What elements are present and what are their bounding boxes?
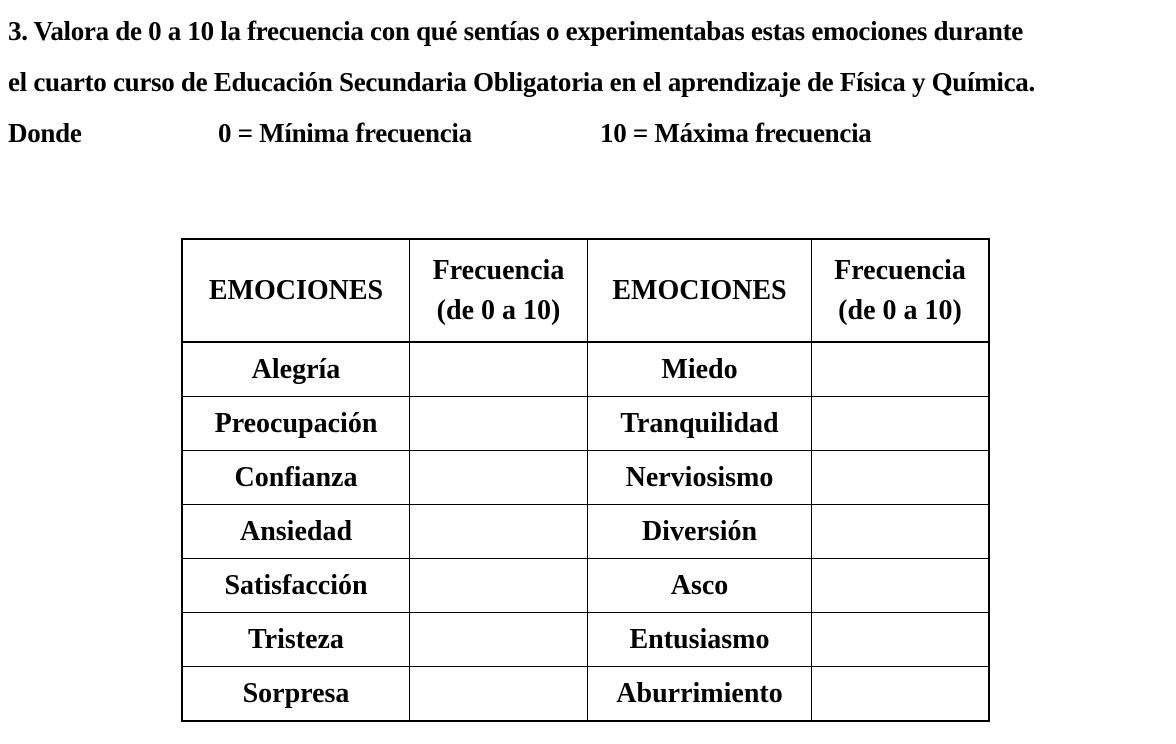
table-row	[182, 559, 989, 613]
frequency-cell[interactable]	[812, 559, 990, 613]
frequency-cell[interactable]	[812, 397, 990, 451]
table-header-row	[182, 239, 989, 342]
header-frequency-right	[812, 239, 990, 342]
frequency-cell[interactable]	[812, 342, 990, 397]
header-emotions-right: EMOCIONES	[588, 239, 812, 342]
emotion-label: Tranquilidad	[588, 397, 812, 451]
emotion-label: Ansiedad	[182, 505, 410, 559]
emotion-label: Confianza	[182, 451, 410, 505]
header-frequency-range: (de 0 a 10)	[436, 294, 561, 326]
max-frequency-label: 10 = Máxima frecuencia	[600, 118, 872, 148]
emotion-label: Nerviosismo	[588, 451, 812, 505]
emotion-label: Aburrimiento	[588, 667, 812, 722]
emotion-label: Alegría	[182, 342, 410, 397]
table-row	[182, 397, 989, 451]
emotion-label: Tristeza	[182, 613, 410, 667]
header-frequency-range: (de 0 a 10)	[838, 294, 962, 326]
frequency-cell[interactable]	[410, 342, 588, 397]
table-row	[182, 505, 989, 559]
min-frequency-label: 0 = Mínima frecuencia	[218, 118, 472, 148]
frequency-cell[interactable]	[812, 667, 990, 722]
frequency-cell[interactable]	[410, 559, 588, 613]
emotions-table	[181, 238, 990, 722]
scale-legend	[8, 108, 1174, 159]
emotion-label: Preocupación	[182, 397, 410, 451]
frequency-cell[interactable]	[410, 667, 588, 722]
emotion-label: Diversión	[588, 505, 812, 559]
table-row	[182, 667, 989, 722]
emotion-label: Satisfacción	[182, 559, 410, 613]
donde-label: Donde	[8, 118, 82, 148]
emotion-label: Entusiasmo	[588, 613, 812, 667]
header-frequency-left	[410, 239, 588, 342]
emotion-label: Miedo	[588, 342, 812, 397]
frequency-cell[interactable]	[410, 451, 588, 505]
table-row	[182, 451, 989, 505]
frequency-cell[interactable]	[812, 613, 990, 667]
header-frequency-title: Frecuencia	[834, 254, 966, 286]
table-row	[182, 613, 989, 667]
frequency-cell[interactable]	[410, 613, 588, 667]
question-line-2: el cuarto curso de Educación Secundaria Obligatoria en el aprendizaje de Física y Química.	[8, 67, 1035, 97]
frequency-cell[interactable]	[812, 505, 990, 559]
table-row	[182, 342, 989, 397]
frequency-cell[interactable]	[410, 505, 588, 559]
header-frequency-title: Frecuencia	[432, 254, 565, 286]
question-line-1: 3. Valora de 0 a 10 la frecuencia con qué sentías o experimentabas estas emociones durante	[8, 16, 1023, 46]
frequency-cell[interactable]	[812, 451, 990, 505]
frequency-cell[interactable]	[410, 397, 588, 451]
question-block	[8, 6, 1174, 159]
emotion-label: Sorpresa	[182, 667, 410, 722]
header-emotions-left: EMOCIONES	[182, 239, 410, 342]
emotion-label: Asco	[588, 559, 812, 613]
